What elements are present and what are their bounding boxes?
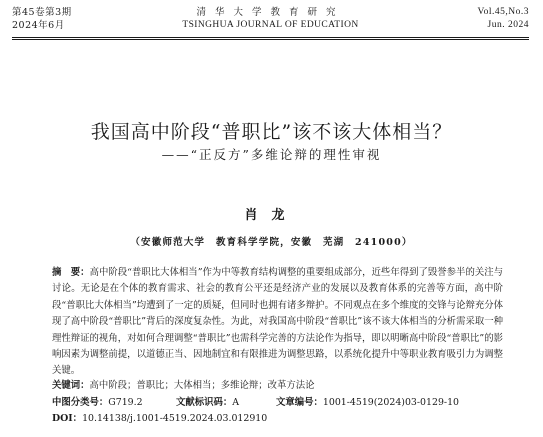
paper-author: 肖龙	[244, 208, 299, 223]
clc-value: G719.2	[108, 397, 143, 408]
keywords	[52, 378, 503, 394]
paper-subtitle: ——“正反方”多维论辩的理性审视	[161, 147, 382, 162]
doi-line	[52, 411, 503, 427]
journal-header	[12, 6, 529, 40]
abstract-label: 摘 要：	[52, 267, 90, 278]
header-issue-volume: 第45卷第3期	[12, 7, 72, 18]
header-rule-top	[12, 37, 529, 38]
header-issue-date: 2024年6月	[12, 20, 65, 31]
doc-code-value: A	[232, 397, 240, 408]
journal-name-cn: 清华大学教育研究	[196, 7, 345, 18]
header-journal-name	[12, 6, 529, 32]
doi-label: DOI：	[52, 413, 83, 424]
doc-code-label: 文献标识码：	[176, 397, 233, 408]
header-rule-bottom	[12, 39, 529, 40]
header-volume	[477, 6, 529, 32]
classification-line	[52, 395, 503, 411]
abstract-text: 高中阶段“普职比大体相当”作为中等教育结构调整的重要组成部分，近些年得到了毁誉参半的关注与讨论。无论是在个体的教育需求、社会的教育公平还是经济产业的发展以及教育体系的完善等方面，高中阶段“普职比大体相当”均遭到了一定的质疑，但同时也拥有诸多辩护。不同观点在多个维度的交锋与论辩充分体现了高中阶段“普职比”背后的深度复杂性。为此，对我国高中阶段“普职比”该不该大体相当的分析需采取一种理性辩证的视角，对如何合理调整“普职比”也需科学完善的方法论作为指导，即以明晰高中阶段“普职比”的影响因素为调整前提，以道德正当、因地制宜和有限推进为调整思路，以系统化提升中等职业教育吸引力为调整关键。	[52, 267, 503, 377]
keywords-text: 高中阶段；普职比；大体相当；多维论辩；改革方法论	[89, 380, 315, 391]
abstract	[52, 265, 503, 380]
journal-name-en: TSINGHUA JOURNAL OF EDUCATION	[182, 20, 359, 30]
clc-label: 中图分类号：	[52, 397, 109, 408]
paper-title: 我国高中阶段“普职比”该不该大体相当？	[90, 121, 453, 143]
article-number-label: 文章编号：	[276, 397, 323, 408]
keywords-label: 关键词：	[52, 380, 90, 391]
header-volume-number: Vol.45,No.3	[477, 7, 529, 17]
doi-value: 10.14138/j.1001-4519.2024.03.012910	[82, 413, 268, 424]
header-volume-date: Jun. 2024	[487, 20, 529, 30]
author-affiliation: （安徽师范大学 教育科学学院，安徽 芜湖 241000）	[130, 237, 413, 248]
article-number-value: 1001-4519(2024)03-0129-10	[322, 397, 460, 408]
